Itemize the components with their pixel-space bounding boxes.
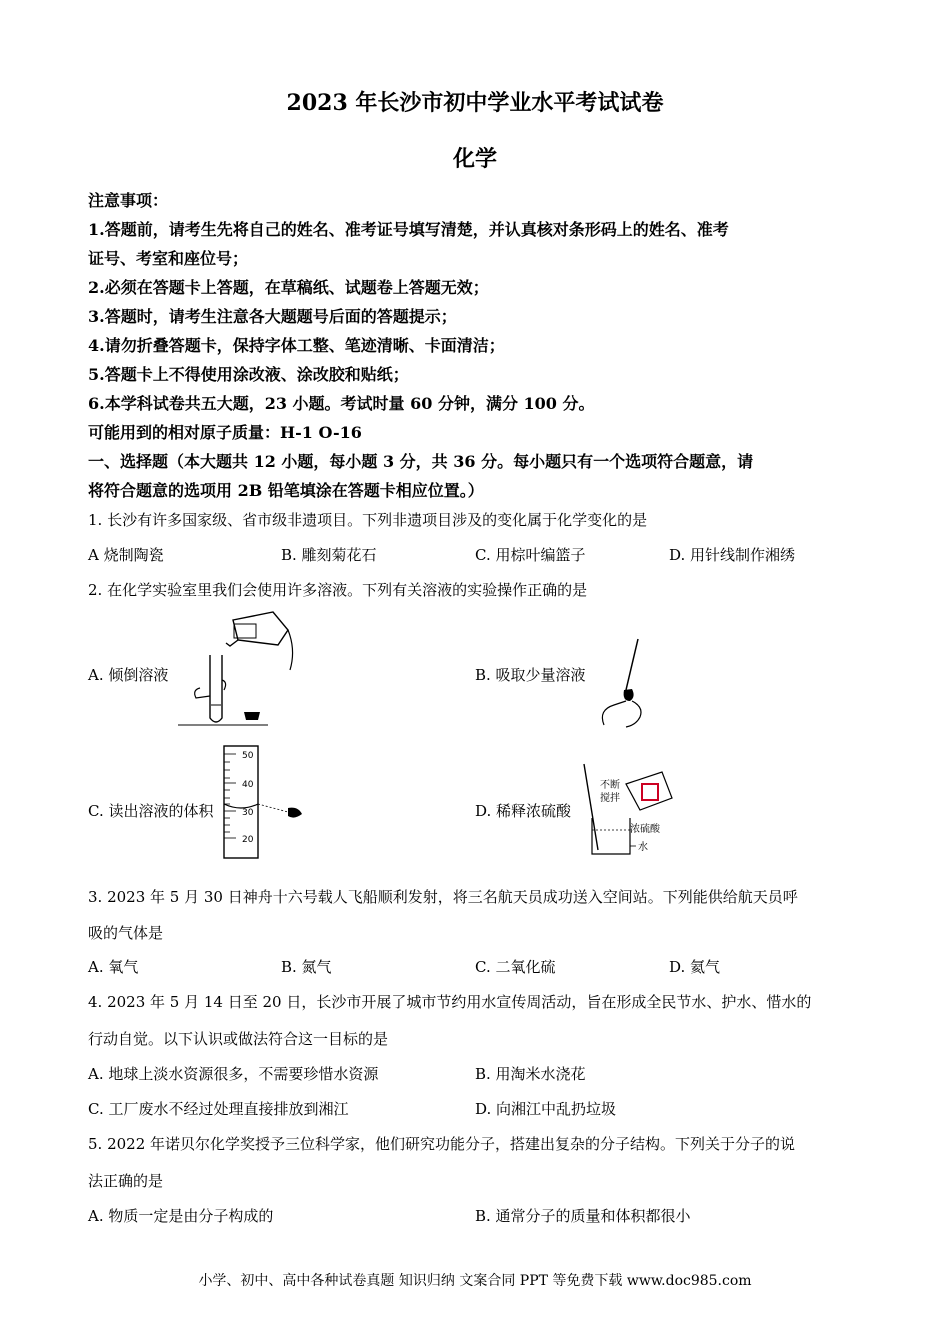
cylinder-tick-label: 30 [242, 808, 254, 818]
stir-label-1: 不断 [600, 780, 620, 791]
q2-option-a[interactable]: A. 倾倒溶液 [88, 666, 169, 684]
q1-option-a[interactable]: A 烧制陶瓷 [88, 546, 164, 564]
notice-item-6: 6.本学科试卷共五大题，23 小题。考试时量 60 分钟，满分 100 分。 [88, 394, 595, 413]
q3-option-c[interactable]: C. 二氧化硫 [475, 958, 556, 976]
q3-option-d[interactable]: D. 氦气 [669, 958, 721, 976]
q5-option-b[interactable]: B. 通常分子的质量和体积都很小 [475, 1207, 691, 1225]
q2-option-c[interactable]: C. 读出溶液的体积 [88, 802, 214, 820]
dropper-illustration [596, 635, 666, 730]
notice-item-2: 2.必须在答题卡上答题，在草稿纸、试题卷上答题无效； [88, 278, 489, 297]
q4-option-c[interactable]: C. 工厂废水不经过处理直接排放到湘江 [88, 1100, 349, 1118]
q4-option-a[interactable]: A. 地球上淡水资源很多，不需要珍惜水资源 [88, 1065, 379, 1083]
page-footer: 小学、初中、高中各种试卷真题 知识归纳 文案合同 PPT 等免费下载 www.doc985.com [198, 1273, 752, 1289]
water-label: 水 [638, 842, 648, 853]
notice-item-4: 4.请勿折叠答题卡，保持字体工整、笔迹清晰、卡面清洁； [88, 336, 505, 355]
section-heading-line1: 一、选择题（本大题共 12 小题，每小题 3 分，共 36 分。每小题只有一个选项符合题意，请 [88, 452, 754, 471]
notice-heading: 注意事项： [88, 191, 169, 210]
q4-option-b[interactable]: B. 用淘米水浇花 [475, 1065, 586, 1083]
section-heading-line2: 将符合题意的选项用 2B 铅笔填涂在答题卡相应位置。） [88, 481, 484, 500]
stir-label-2: 搅拌 [600, 793, 620, 804]
q2-option-d[interactable]: D. 稀释浓硫酸 [475, 802, 572, 820]
cylinder-tick-label: 20 [242, 835, 254, 845]
pouring-solution-illustration [178, 610, 298, 730]
exam-title: 2023 年长沙市初中学业水平考试试卷 [286, 90, 664, 116]
q2-option-b[interactable]: B. 吸取少量溶液 [475, 666, 586, 684]
notice-item-3: 3.答题时，请考生注意各大题题号后面的答题提示； [88, 307, 457, 326]
acid-label: 浓硫酸 [630, 824, 660, 835]
subject-title: 化学 [452, 146, 497, 172]
notice-item-1a: 1.答题前，请考生先将自己的姓名、准考证号填写清楚，并认真核对条形码上的姓名、准考 [88, 220, 729, 239]
graduated-cylinder-illustration [222, 742, 312, 862]
notice-item-5: 5.答题卡上不得使用涂改液、涂改胶和贴纸； [88, 365, 409, 384]
q5-stem-line1: 5. 2022 年诺贝尔化学奖授予三位科学家，他们研究功能分子，搭建出复杂的分子结构。下列关于分子的说 [88, 1135, 796, 1153]
q4-option-d[interactable]: D. 向湘江中乱扔垃圾 [475, 1100, 617, 1118]
notice-item-1b: 证号、考室和座位号； [88, 249, 249, 268]
dilution-illustration [582, 760, 692, 860]
q5-option-a[interactable]: A. 物质一定是由分子构成的 [88, 1207, 274, 1225]
atomic-mass-note: 可能用到的相对原子质量：H-1 O-16 [88, 423, 362, 442]
q1-stem: 1. 长沙有许多国家级、省市级非遗项目。下列非遗项目涉及的变化属于化学变化的是 [88, 511, 648, 529]
q3-option-b[interactable]: B. 氮气 [281, 958, 332, 976]
q3-stem-line2: 吸的气体是 [88, 924, 164, 942]
q3-stem-line1: 3. 2023 年 5 月 30 日神舟十六号载人飞船顺利发射，将三名航天员成功送入空间站。下列能供给航天员呼 [88, 888, 798, 906]
q4-stem-line1: 4. 2023 年 5 月 14 日至 20 日，长沙市开展了城市节约用水宣传周活动，旨在形成全民节水、护水、惜水的 [88, 993, 812, 1011]
q4-stem-line2: 行动自觉。以下认识或做法符合这一目标的是 [88, 1030, 389, 1048]
q1-option-d[interactable]: D. 用针线制作湘绣 [669, 546, 796, 564]
q5-stem-line2: 法正确的是 [88, 1172, 164, 1190]
q1-option-b[interactable]: B. 雕刻菊花石 [281, 546, 377, 564]
cylinder-tick-label: 50 [242, 751, 254, 761]
q1-option-c[interactable]: C. 用棕叶编篮子 [475, 546, 586, 564]
cylinder-tick-label: 40 [242, 780, 254, 790]
q3-option-a[interactable]: A. 氧气 [88, 958, 139, 976]
q2-stem: 2. 在化学实验室里我们会使用许多溶液。下列有关溶液的实验操作正确的是 [88, 581, 588, 599]
